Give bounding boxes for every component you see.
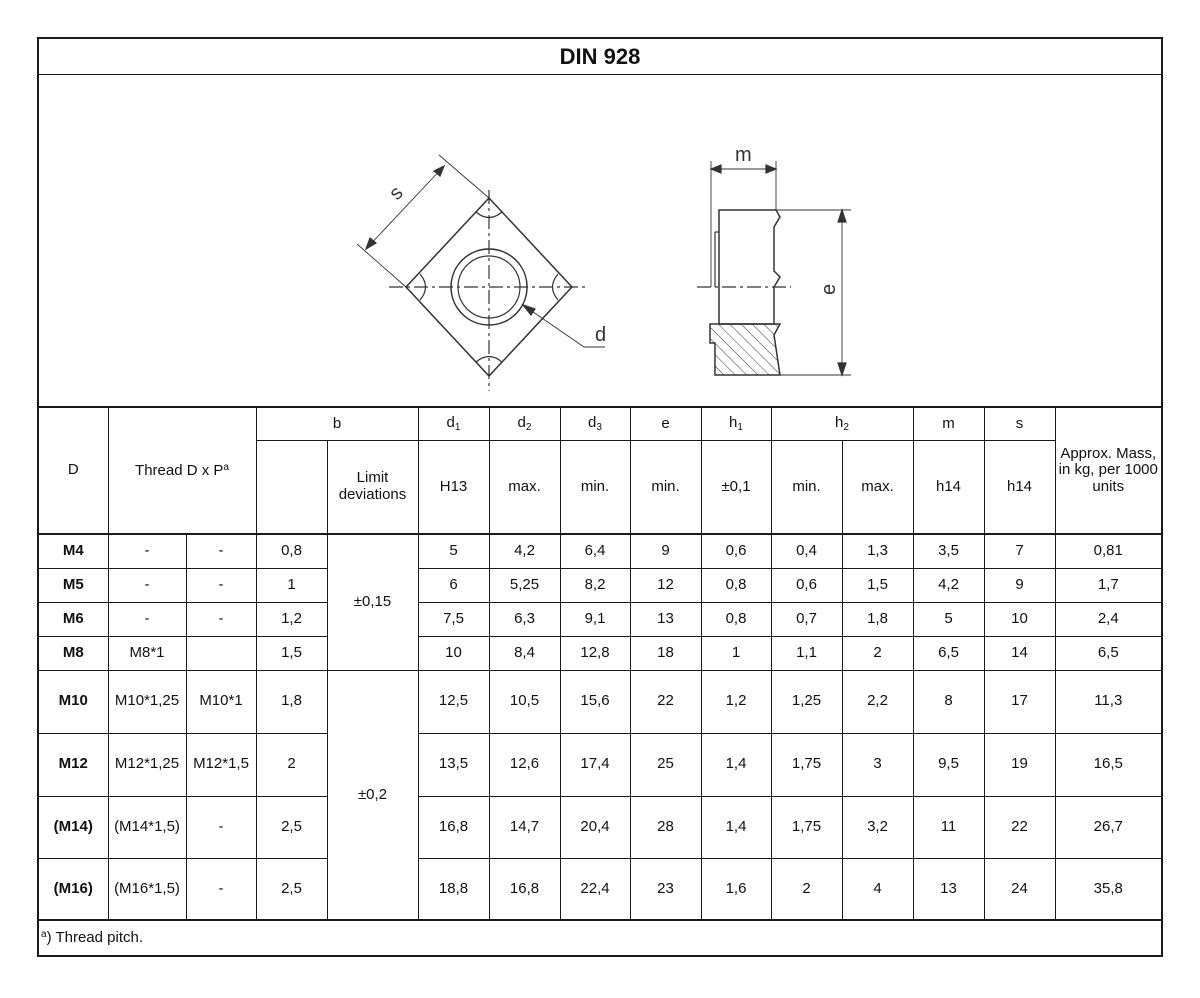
table-row <box>39 602 1161 636</box>
cell-t1: M8*1 <box>108 636 186 670</box>
cell-d1: 6 <box>418 568 489 602</box>
cell-d1: 18,8 <box>418 858 489 920</box>
cell-m: 5 <box>913 602 984 636</box>
footnote: $^a$) Thread pitch. <box>39 920 1161 954</box>
cell-m: 9,5 <box>913 733 984 796</box>
cell-d: M4 <box>39 534 108 568</box>
cell-e: 22 <box>630 670 701 733</box>
cell-mass: 0,81 <box>1055 534 1161 568</box>
cell-s: 19 <box>984 733 1055 796</box>
header-b: b <box>256 407 418 440</box>
cell-h2min: 1,1 <box>771 636 842 670</box>
header-b-limit: Limit deviations <box>327 440 418 534</box>
cell-d: M6 <box>39 602 108 636</box>
cell-t1: - <box>108 602 186 636</box>
label-m: m <box>735 144 752 166</box>
nut-drawing-svg <box>39 75 1161 406</box>
cell-d2: 6,3 <box>489 602 560 636</box>
cell-t1: (M14*1,5) <box>108 796 186 858</box>
cell-d3: 6,4 <box>560 534 630 568</box>
cell-d1: 5 <box>418 534 489 568</box>
cell-h2min: 0,7 <box>771 602 842 636</box>
label-s: s <box>384 181 408 205</box>
cell-s: 7 <box>984 534 1055 568</box>
cell-h2min: 1,75 <box>771 733 842 796</box>
cell-e: 9 <box>630 534 701 568</box>
cell-e: 12 <box>630 568 701 602</box>
cell-d1: 12,5 <box>418 670 489 733</box>
cell-t1: M10*1,25 <box>108 670 186 733</box>
table-row <box>39 568 1161 602</box>
cell-s: 17 <box>984 670 1055 733</box>
dimensions-table <box>39 406 1161 954</box>
cell-s: 22 <box>984 796 1055 858</box>
header-m: m <box>913 407 984 440</box>
cell-h1: 0,6 <box>701 534 771 568</box>
cell-t1: - <box>108 534 186 568</box>
cell-t2 <box>186 636 256 670</box>
cell-h2max: 2 <box>842 636 913 670</box>
cell-t2: - <box>186 534 256 568</box>
cell-d2: 4,2 <box>489 534 560 568</box>
cell-d1: 13,5 <box>418 733 489 796</box>
cell-b: 1,5 <box>256 636 327 670</box>
cell-d1: 7,5 <box>418 602 489 636</box>
cell-e: 28 <box>630 796 701 858</box>
cell-m: 6,5 <box>913 636 984 670</box>
header-d: D <box>39 407 108 534</box>
side-view <box>697 161 851 375</box>
cell-b: 1,2 <box>256 602 327 636</box>
cell-t2: - <box>186 602 256 636</box>
cell-limit-deviation: ±0,15 <box>327 534 418 670</box>
table-row <box>39 733 1161 796</box>
cell-e: 25 <box>630 733 701 796</box>
cell-mass: 16,5 <box>1055 733 1161 796</box>
header-s: s <box>984 407 1055 440</box>
table-row <box>39 534 1161 568</box>
cell-m: 8 <box>913 670 984 733</box>
cell-b: 0,8 <box>256 534 327 568</box>
cell-b: 2,5 <box>256 796 327 858</box>
cell-t2: - <box>186 568 256 602</box>
cell-h2max: 1,5 <box>842 568 913 602</box>
header-d1: $d_1$ <box>418 407 489 440</box>
cell-h2max: 1,3 <box>842 534 913 568</box>
label-e: e <box>818 283 840 295</box>
cell-t2: - <box>186 796 256 858</box>
header-d3: $d_3$ <box>560 407 630 440</box>
header-h1: $h_1$ <box>701 407 771 440</box>
tol-m: h14 <box>913 440 984 534</box>
header-b-value <box>256 440 327 534</box>
tol-h2-min: min. <box>771 440 842 534</box>
cell-b: 1 <box>256 568 327 602</box>
cell-d3: 20,4 <box>560 796 630 858</box>
cell-mass: 26,7 <box>1055 796 1161 858</box>
cell-h1: 1,6 <box>701 858 771 920</box>
cell-m: 4,2 <box>913 568 984 602</box>
cell-h2max: 4 <box>842 858 913 920</box>
table-row <box>39 670 1161 733</box>
cell-d2: 12,6 <box>489 733 560 796</box>
cell-b: 2,5 <box>256 858 327 920</box>
cell-e: 18 <box>630 636 701 670</box>
cell-limit-deviation: ±0,2 <box>327 670 418 920</box>
cell-t2: M10*1 <box>186 670 256 733</box>
cell-e: 23 <box>630 858 701 920</box>
header-row-1 <box>39 407 1161 440</box>
cell-h2min: 1,25 <box>771 670 842 733</box>
cell-h2min: 0,4 <box>771 534 842 568</box>
cell-d: M12 <box>39 733 108 796</box>
cell-mass: 2,4 <box>1055 602 1161 636</box>
cell-h1: 1 <box>701 636 771 670</box>
cell-d: M5 <box>39 568 108 602</box>
cell-h2max: 3 <box>842 733 913 796</box>
cell-d2: 14,7 <box>489 796 560 858</box>
cell-b: 1,8 <box>256 670 327 733</box>
cell-s: 9 <box>984 568 1055 602</box>
cell-t1: M12*1,25 <box>108 733 186 796</box>
cell-s: 14 <box>984 636 1055 670</box>
cell-d1: 16,8 <box>418 796 489 858</box>
table-row <box>39 636 1161 670</box>
cell-d: M8 <box>39 636 108 670</box>
label-d: d <box>595 324 607 346</box>
table-row <box>39 858 1161 920</box>
cell-d2: 16,8 <box>489 858 560 920</box>
tol-e: min. <box>630 440 701 534</box>
cell-d3: 9,1 <box>560 602 630 636</box>
cell-h2min: 0,6 <box>771 568 842 602</box>
tol-d2: max. <box>489 440 560 534</box>
header-h2: $h_2$ <box>771 407 913 440</box>
cell-t2: - <box>186 858 256 920</box>
cell-h1: 1,4 <box>701 796 771 858</box>
cell-s: 10 <box>984 602 1055 636</box>
cell-d2: 5,25 <box>489 568 560 602</box>
cell-h2min: 1,75 <box>771 796 842 858</box>
tol-s: h14 <box>984 440 1055 534</box>
cell-t1: - <box>108 568 186 602</box>
cell-h1: 1,4 <box>701 733 771 796</box>
tol-d1: H13 <box>418 440 489 534</box>
cell-mass: 11,3 <box>1055 670 1161 733</box>
tol-h2-max: max. <box>842 440 913 534</box>
cell-m: 3,5 <box>913 534 984 568</box>
side-upper-outline <box>719 210 780 287</box>
tol-d3: min. <box>560 440 630 534</box>
technical-drawing <box>39 75 1161 406</box>
header-thread: Thread D x $P^a$ <box>108 407 256 534</box>
page-title: DIN 928 <box>39 39 1161 75</box>
datasheet <box>37 37 1163 957</box>
dim-line-s <box>366 166 444 249</box>
footnote-row <box>39 920 1161 954</box>
cell-mass: 6,5 <box>1055 636 1161 670</box>
cell-h2min: 2 <box>771 858 842 920</box>
cell-s: 24 <box>984 858 1055 920</box>
cell-mass: 1,7 <box>1055 568 1161 602</box>
section-hatch <box>710 324 780 375</box>
cell-d3: 22,4 <box>560 858 630 920</box>
cell-m: 13 <box>913 858 984 920</box>
cell-d: M10 <box>39 670 108 733</box>
cell-t1: (M16*1,5) <box>108 858 186 920</box>
table-row <box>39 796 1161 858</box>
cell-d: (M16) <box>39 858 108 920</box>
cell-h2max: 3,2 <box>842 796 913 858</box>
cell-d3: 15,6 <box>560 670 630 733</box>
cell-h1: 0,8 <box>701 568 771 602</box>
cell-m: 11 <box>913 796 984 858</box>
header-d2: $d_2$ <box>489 407 560 440</box>
cell-h2max: 2,2 <box>842 670 913 733</box>
cell-t2: M12*1,5 <box>186 733 256 796</box>
tol-h1: ±0,1 <box>701 440 771 534</box>
table-body <box>39 534 1161 920</box>
cell-mass: 35,8 <box>1055 858 1161 920</box>
cell-h2max: 1,8 <box>842 602 913 636</box>
cell-d2: 10,5 <box>489 670 560 733</box>
cell-h1: 0,8 <box>701 602 771 636</box>
cell-d: (M14) <box>39 796 108 858</box>
header-e: e <box>630 407 701 440</box>
cell-d1: 10 <box>418 636 489 670</box>
cell-d3: 12,8 <box>560 636 630 670</box>
header-mass: Approx. Mass, in kg, per 1000 units <box>1055 407 1161 534</box>
cell-d3: 8,2 <box>560 568 630 602</box>
cell-d3: 17,4 <box>560 733 630 796</box>
cell-h1: 1,2 <box>701 670 771 733</box>
cell-d2: 8,4 <box>489 636 560 670</box>
cell-e: 13 <box>630 602 701 636</box>
cell-b: 2 <box>256 733 327 796</box>
